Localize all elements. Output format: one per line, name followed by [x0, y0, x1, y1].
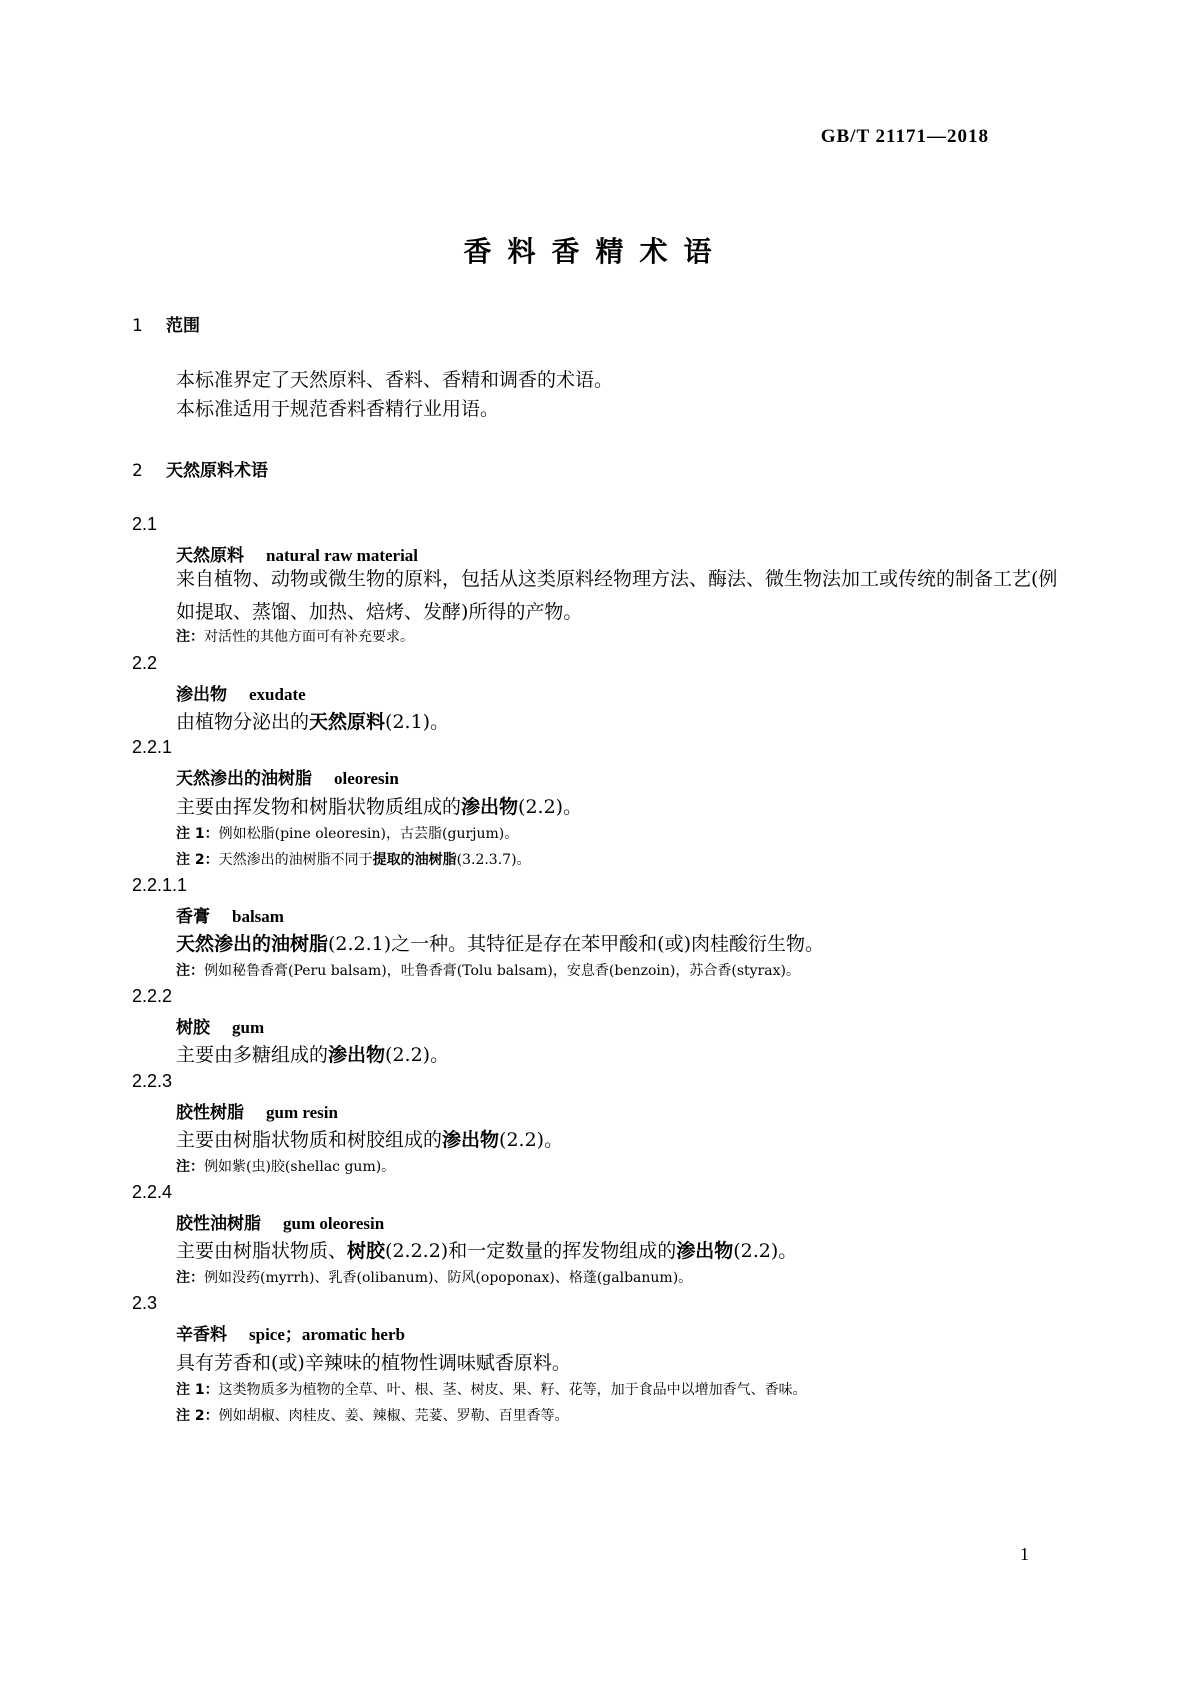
term-en: gum oleoresin [283, 1214, 385, 1233]
definition-text: 由植物分泌出的 [176, 711, 310, 733]
note [176, 823, 518, 843]
clause-number: 2.1 [132, 514, 158, 534]
term-heading [176, 1209, 384, 1234]
term-cn: 香膏 [176, 907, 210, 927]
term-heading [176, 764, 399, 789]
definition-text: (2.2.1)之一种。其特征是存在苯甲酸和(或)肉桂酸衍生物。 [328, 933, 825, 955]
note-text: 例如没药(myrrh)、乳香(olibanum)、防风(opoponax)、格蓬(galbanum)。 [204, 1270, 693, 1286]
definition: 具有芳香和(或)辛辣味的植物性调味赋香原料。 [176, 1352, 571, 1374]
definition-text: (2.2.2)和一定数量的挥发物组成的 [385, 1240, 677, 1262]
clause-number: 2.3 [132, 1293, 158, 1313]
definition-text: (2.2)。 [733, 1240, 798, 1262]
definition-text: 主要由树脂状物质、 [176, 1240, 348, 1262]
term-en: spice；aromatic herb [249, 1325, 405, 1344]
definition: 来自植物、动物或微生物的原料，包括从这类原料经物理方法、酶法、微生物法加工或传统的制备工艺(例如提取、蒸馏、加热、焙烤、发酵)所得的产物。 [176, 568, 1058, 623]
note-text: 例如胡椒、肉桂皮、姜、辣椒、芫荽、罗勒、百里香等。 [218, 1408, 569, 1424]
term-en: gum resin [266, 1103, 338, 1122]
section-title: 范围 [166, 316, 200, 336]
note [176, 1379, 807, 1399]
clause-number: 2.2 [132, 653, 158, 673]
note-text: 对活性的其他方面可有补充要求。 [204, 629, 414, 645]
term-en: gum [232, 1018, 265, 1037]
definition [176, 929, 824, 956]
definition [176, 707, 449, 734]
note-label: 注 1： [176, 1382, 219, 1398]
term-heading [176, 680, 306, 705]
definition-text: 主要由挥发物和树脂状物质组成的 [176, 796, 462, 818]
term-reference: 提取的油树脂 [372, 852, 457, 868]
definition-text: (2.1)。 [385, 711, 450, 733]
term-heading [176, 1098, 338, 1123]
term-reference: 天然渗出的油树脂 [176, 933, 329, 955]
note-label: 注 2： [176, 1408, 219, 1424]
clause-number: 2.2.4 [132, 1182, 173, 1202]
note [176, 626, 414, 646]
term-cn: 树胶 [176, 1018, 210, 1038]
note [176, 849, 531, 869]
note-label: 注： [176, 1159, 204, 1175]
note-label: 注： [176, 629, 204, 645]
clause-number: 2.2.3 [132, 1071, 173, 1091]
page-number: 1 [1020, 1544, 1029, 1564]
note-text: 例如紫(虫)胶(shellac gum)。 [204, 1159, 396, 1175]
scope-paragraph-2: 本标准适用于规范香料香精行业用语。 [176, 398, 500, 420]
standard-code: GB/T 21171—2018 [820, 126, 989, 147]
term-reference: 渗出物 [676, 1240, 734, 1262]
note-label: 注 2： [176, 852, 219, 868]
definition-text: (2.2)。 [518, 796, 583, 818]
section-number: 1 [132, 316, 143, 336]
term-cn: 胶性油树脂 [176, 1214, 261, 1234]
term-reference: 渗出物 [442, 1129, 500, 1151]
term-en: exudate [249, 685, 306, 704]
term-heading [176, 1013, 264, 1038]
term-en: balsam [232, 907, 284, 926]
note-label: 注 1： [176, 826, 219, 842]
term-en: natural raw material [266, 546, 419, 565]
definition-text: 主要由树脂状物质和树胶组成的 [176, 1129, 443, 1151]
term-reference: 天然原料 [309, 711, 386, 733]
term-cn: 渗出物 [176, 685, 227, 705]
term-reference: 渗出物 [328, 1044, 386, 1066]
section-title: 天然原料术语 [166, 461, 268, 481]
section-2-heading [132, 456, 268, 481]
note-label: 注： [176, 963, 204, 979]
document-title: 香料香精术语 [463, 235, 728, 268]
term-heading [176, 1320, 405, 1345]
definition-text: (2.2)。 [385, 1044, 450, 1066]
note-text: (3.2.3.7)。 [456, 852, 531, 868]
term-cn: 辛香料 [176, 1325, 227, 1345]
definition [176, 1040, 449, 1067]
clause-number: 2.2.2 [132, 986, 173, 1006]
note [176, 1156, 395, 1176]
term-reference: 渗出物 [461, 796, 519, 818]
note-label: 注： [176, 1270, 204, 1286]
term-reference: 树胶 [347, 1240, 386, 1262]
clause-number: 2.2.1 [132, 737, 173, 757]
term-cn: 胶性树脂 [176, 1103, 244, 1123]
note [176, 1267, 692, 1287]
term-cn: 天然原料 [176, 546, 244, 566]
definition-text: (2.2)。 [499, 1129, 564, 1151]
definition [176, 1236, 797, 1263]
definition-text: 主要由多糖组成的 [176, 1044, 329, 1066]
term-cn: 天然渗出的油树脂 [176, 769, 312, 789]
note-text: 这类物质多为植物的全草、叶、根、茎、树皮、果、籽、花等，加于食品中以增加香气、香味。 [218, 1382, 807, 1398]
definition [176, 1125, 563, 1152]
definition [176, 792, 582, 819]
note-text: 例如松脂(pine oleoresin)，古芸脂(gurjum)。 [218, 826, 519, 842]
section-number: 2 [132, 461, 143, 481]
clause-number: 2.2.1.1 [132, 875, 188, 895]
note-text: 例如秘鲁香膏(Peru balsam)，吐鲁香膏(Tolu balsam)，安息香(benzoin)，苏合香(styrax)。 [204, 963, 800, 979]
term-heading [176, 902, 284, 927]
term-en: oleoresin [334, 769, 399, 788]
scope-paragraph-1: 本标准界定了天然原料、香料、香精和调香的术语。 [176, 369, 614, 391]
note-text: 天然渗出的油树脂不同于 [218, 852, 373, 868]
section-1-heading [132, 311, 200, 336]
note [176, 960, 800, 980]
note [176, 1405, 569, 1425]
